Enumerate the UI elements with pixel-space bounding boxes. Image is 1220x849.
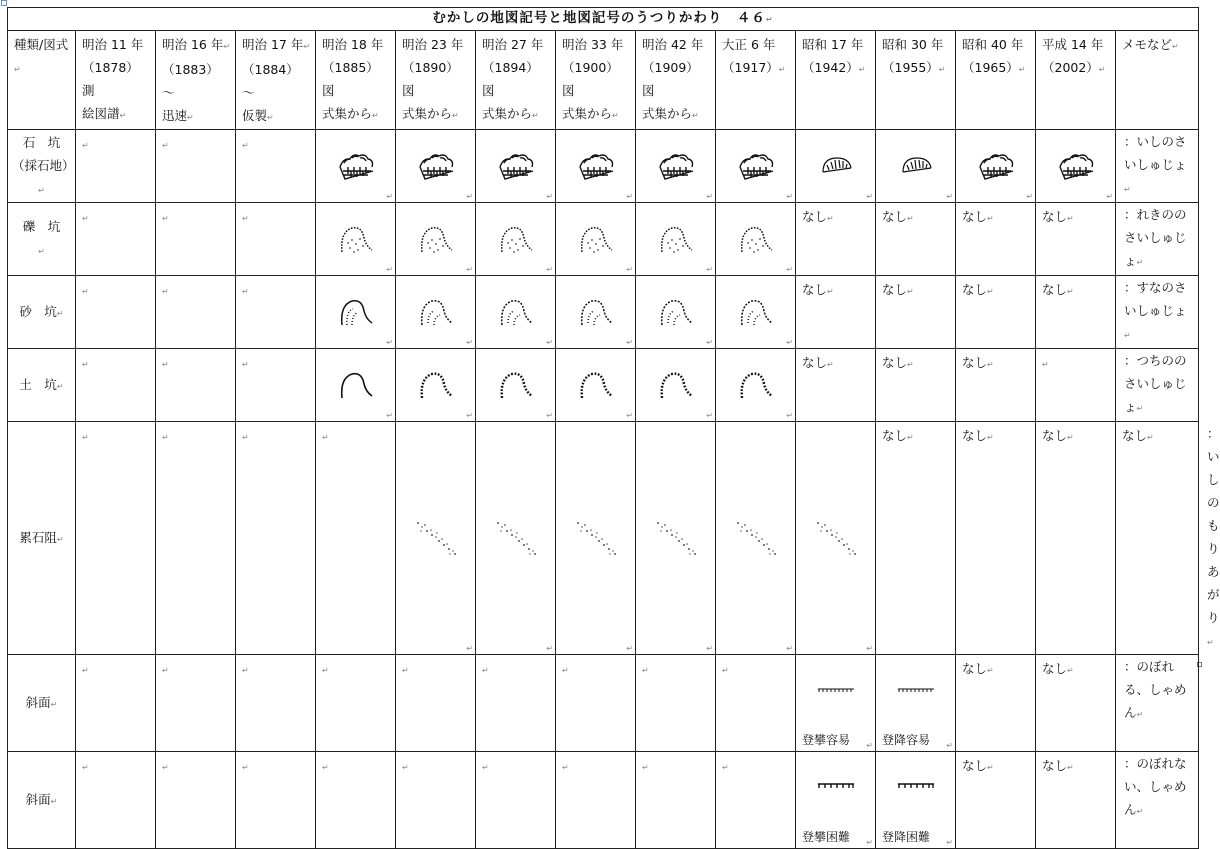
row-memo: ：のぼれない、しゃめん↵ (1116, 752, 1199, 849)
stone-pile-icon (812, 518, 860, 558)
slope-label: 登降容易 (882, 733, 931, 747)
slope-label: 登降困難 (882, 830, 931, 844)
quarry-stone-icon (656, 149, 696, 183)
sand-pit-icon (736, 295, 776, 329)
earth-pit-icon (336, 368, 376, 402)
row-name: 石 坑（採石地）↵ (8, 130, 76, 203)
table-row: 土 坑↵ ↵ ↵ ↵ ↵ ↵ ↵ ↵ ↵ ↵ なし↵ なし↵ なし↵ ↵ ：つちののさいしゅじょ↵ (8, 349, 1199, 422)
header-col: 昭和 40 年 （1965）↵ (956, 31, 1036, 130)
row-name: 斜面↵ (8, 655, 76, 752)
quarry-stone-icon (416, 149, 456, 183)
row-name: 礫 坑 ↵ (8, 203, 76, 276)
quarry-stone-icon (496, 149, 536, 183)
slope-label: 登攀容易 (802, 733, 851, 747)
sand-pit-icon (336, 295, 376, 329)
title-row (8, 8, 1199, 31)
header-col: 明治 17 年↵ （1884）～ 仮製↵ (236, 31, 316, 130)
table-anchor-marker (1, 0, 7, 6)
stone-pile-icon (492, 518, 540, 558)
slope-label: 登攀困難 (802, 830, 851, 844)
table-row: 斜面↵ ↵ ↵ ↵ ↵ ↵ ↵ ↵ ↵ ↵ 登攀容易 ↵ 登降容易 ↵ なし↵ なし↵ ：のぼれる、しゃめん↵ (8, 655, 1199, 752)
row-memo: ：のぼれる、しゃめん↵ (1116, 655, 1199, 752)
gravel-pit-icon (336, 222, 376, 256)
gravel-pit-icon (576, 222, 616, 256)
row-memo: ：れきののさいしゅじょ↵ (1116, 203, 1199, 276)
stone-pile-icon (412, 518, 460, 558)
header-col: 昭和 30 年 （1955）↵ (876, 31, 956, 130)
row-name: 斜面↵ (8, 752, 76, 849)
stone-pile-icon (572, 518, 620, 558)
earth-pit-icon (656, 368, 696, 402)
slope-easy-icon (896, 687, 936, 695)
header-col: 明治 11 年 （1878）測 絵図譜↵ (76, 31, 156, 130)
table-row: 砂 坑↵ ↵ ↵ ↵ ↵ ↵ ↵ ↵ ↵ ↵ なし↵ なし↵ なし↵ なし↵ ：すなのさいしゅじょ↵ (8, 276, 1199, 349)
sand-pit-icon (576, 295, 616, 329)
quarry-stone-icon (899, 152, 933, 180)
slope-easy-icon (816, 687, 856, 695)
row-name: 砂 坑↵ (8, 276, 76, 349)
header-col: 大正 6 年 （1917）↵ (716, 31, 796, 130)
table-row: 斜面↵ ↵ ↵ ↵ ↵ ↵ ↵ ↵ ↵ ↵ 登攀困難 ↵ 登降困難 ↵ なし↵ なし↵ ：のぼれない、しゃめん↵ (8, 752, 1199, 849)
row-name: 土 坑↵ (8, 349, 76, 422)
earth-pit-icon (416, 368, 456, 402)
row-memo: ：いしのさいしゅじょ↵ (1116, 130, 1199, 203)
map-symbol-table (7, 7, 1220, 849)
header-type: 種類/図式↵ (8, 31, 76, 130)
stone-pile-icon (732, 518, 780, 558)
header-row (8, 31, 1199, 130)
gravel-pit-icon (656, 222, 696, 256)
gravel-pit-icon (496, 222, 536, 256)
row-memo: ：すなのさいしゅじょ↵ (1116, 276, 1199, 349)
earth-pit-icon (576, 368, 616, 402)
table-row: 石 坑（採石地）↵ ↵ ↵ ↵ ↵ ↵ ↵ ↵ ↵ ↵ ↵ ↵ ↵ ↵ ：いしのさいしゅじょ↵ (8, 130, 1199, 203)
table-row: 礫 坑 ↵ ↵ ↵ ↵ ↵ ↵ ↵ ↵ ↵ ↵ なし↵ なし↵ なし↵ なし↵ ：れきののさいしゅじょ↵ (8, 203, 1199, 276)
earth-pit-icon (496, 368, 536, 402)
header-col: 明治 42 年 （1909）図 式集から↵ (636, 31, 716, 130)
row-name: 累石阻↵ (8, 422, 76, 655)
header-col: 明治 16 年↵ （1883）～ 迅速↵ (156, 31, 236, 130)
sand-pit-icon (496, 295, 536, 329)
gravel-pit-icon (416, 222, 456, 256)
sand-pit-icon (416, 295, 456, 329)
slope-hard-icon (896, 782, 936, 790)
table-title: むかしの地図記号と地図記号のうつりかわり ４６↵ (8, 8, 1199, 31)
gravel-pit-icon (736, 222, 776, 256)
header-col: 昭和 17 年 （1942）↵ (796, 31, 876, 130)
slope-hard-icon (816, 782, 856, 790)
quarry-stone-icon (819, 152, 853, 180)
row-memo: ：つちののさいしゅじょ↵ (1116, 349, 1199, 422)
table-row: 累石阻↵ ↵ ↵ ↵ ↵ ↵ ↵ ↵ ↵ ↵ ↵ なし↵ なし↵ なし↵ なし↵ ：いしのもりあがり↵ (8, 422, 1199, 655)
sand-pit-icon (656, 295, 696, 329)
header-col: 明治 18 年 （1885）図 式集から↵ (316, 31, 396, 130)
quarry-stone-icon (736, 149, 776, 183)
earth-pit-icon (736, 368, 776, 402)
quarry-stone-icon (576, 149, 616, 183)
stone-pile-icon (652, 518, 700, 558)
header-col: 明治 33 年 （1900）図 式集から↵ (556, 31, 636, 130)
header-col: 明治 23 年 （1890）図 式集から↵ (396, 31, 476, 130)
quarry-stone-icon (976, 149, 1016, 183)
header-col: 明治 27 年 （1894）図 式集から↵ (476, 31, 556, 130)
header-col: 平成 14 年 （2002）↵ (1036, 31, 1116, 130)
header-memo: メモなど↵ (1116, 31, 1199, 130)
quarry-stone-icon (336, 149, 376, 183)
quarry-stone-icon (1056, 149, 1096, 183)
